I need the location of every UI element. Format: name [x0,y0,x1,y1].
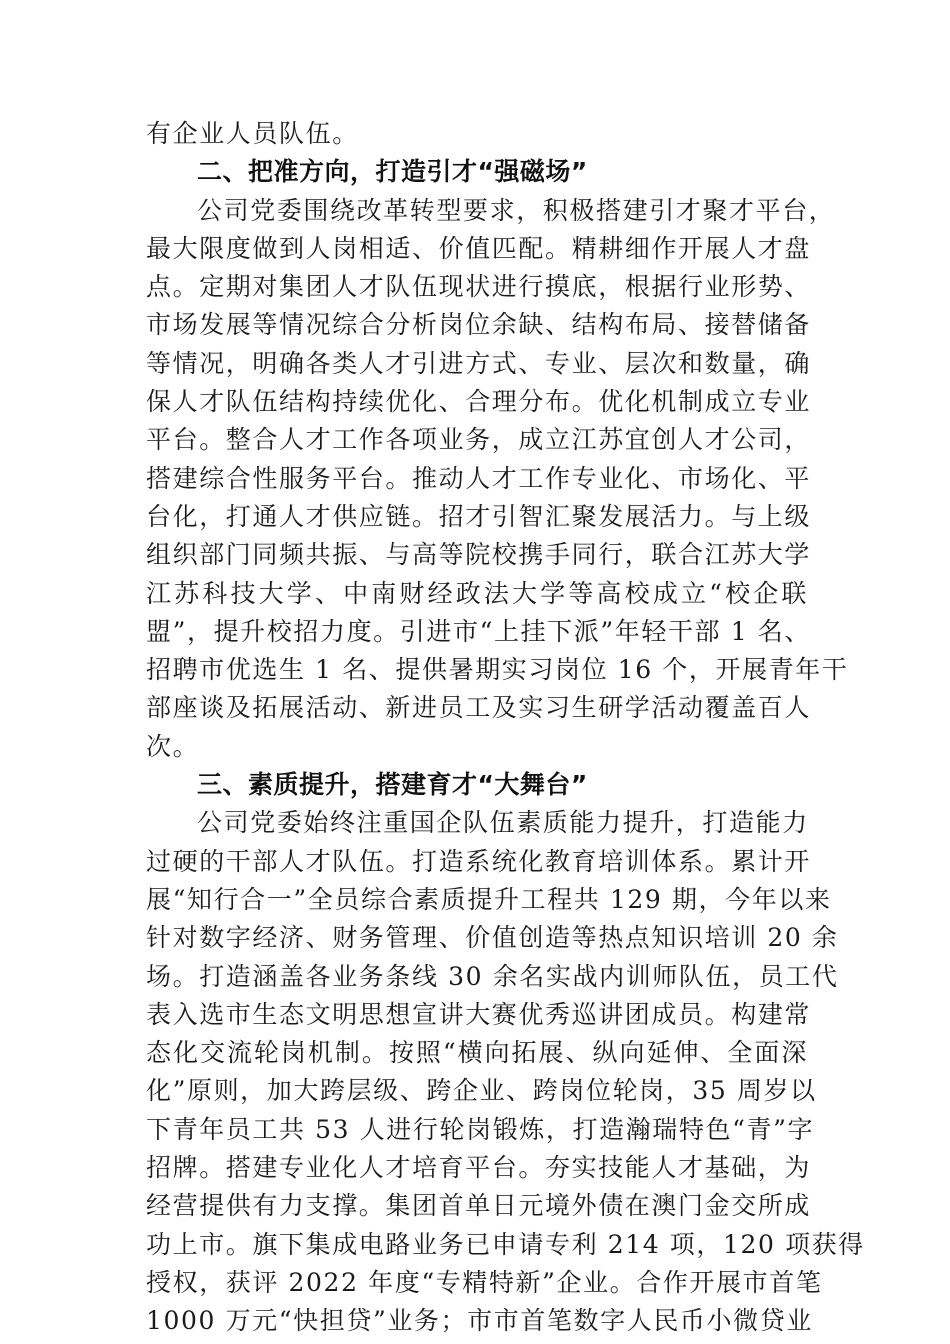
paragraph-line: 组织部门同频共振、与高等院校携手同行，联合江苏大学 [146,540,812,570]
paragraph-line: 市场发展等情况综合分析岗位余缺、结构布局、接替储备 [146,310,812,340]
paragraph-line: 展“知行合一”全员综合素质提升工程共 129 期，今年以来 [146,884,832,914]
section-heading-3: 三、素质提升，搭建育才“大舞台” [197,770,588,800]
paragraph-line: 搭建综合性服务平台。推动人才工作专业化、市场化、平 [146,463,812,493]
paragraph-line: 保人才队伍结构持续优化、合理分布。优化机制成立专业 [146,387,812,417]
paragraph-line: 1000 万元“快担贷”业务；市市首笔数字人民币小微贷业 [146,1306,813,1336]
paragraph-line: 次。 [146,731,200,761]
paragraph-line: 部座谈及拓展活动、新进员工及实习生研学活动覆盖百人 [146,693,812,723]
paragraph-line: 点。定期对集团人才队伍现状进行摸底，根据行业形势、 [146,272,812,302]
paragraph-line: 等情况，明确各类人才引进方式、专业、层次和数量，确 [146,348,812,378]
paragraph-line: 针对数字经济、财务管理、价值创造等热点知识培训 20 余 [146,923,839,953]
paragraph-line: 场。打造涵盖各业务条线 30 余名实战内训师队伍，员工代 [146,961,839,991]
paragraph-line: 下青年员工共 53 人进行轮岗锻炼，打造瀚瑞特色“青”字 [146,1114,815,1144]
paragraph-line: 公司党委始终注重国企队伍素质能力提升，打造能力 [197,808,809,838]
paragraph-line: 授权，获评 2022 年度“专精特新”企业。合作开展市首笔 [146,1267,823,1297]
paragraph-line: 江苏科技大学、中南财经政法大学等高校成立“校企联 [146,578,808,608]
paragraph-line: 有企业人员队伍。 [146,119,359,148]
document-body [146,115,865,1341]
paragraph-line: 盟”，提升校招力度。引进市“上挂下派”年轻干部 1 名、 [146,616,811,646]
paragraph-line: 表入选市生态文明思想宣讲大赛优秀巡讲团成员。构建常 [146,999,812,1029]
paragraph-line: 经营提供有力支撑。集团首单日元境外债在澳门金交所成 [146,1191,812,1221]
paragraph-line: 招牌。搭建专业化人才培育平台。夯实技能人才基础，为 [146,1153,812,1183]
paragraph-line: 化”原则，加大跨层级、跨企业、跨岗位轮岗，35 周岁以 [146,1076,817,1106]
paragraph-line: 最大限度做到人岗相适、价值匹配。精耕细作开展人才盘 [146,233,812,263]
paragraph-line: 台化，打通人才供应链。招才引智汇聚发展活力。与上级 [146,501,812,531]
paragraph-line: 过硬的干部人才队伍。打造系统化教育培训体系。累计开 [146,846,812,876]
paragraph-line: 功上市。旗下集成电路业务已申请专利 214 项，120 项获得 [146,1229,865,1259]
paragraph-line: 平台。整合人才工作各项业务，成立江苏宜创人才公司， [146,425,812,455]
paragraph-line: 公司党委围绕改革转型要求，积极搭建引才聚才平台， [197,195,836,225]
section-heading-2: 二、把准方向，打造引才“强磁场” [197,157,588,187]
paragraph-line: 态化交流轮岗机制。按照“横向拓展、纵向延伸、全面深 [146,1038,808,1068]
paragraph-line: 招聘市优选生 1 名、提供暑期实习岗位 16 个，开展青年干 [146,655,849,685]
